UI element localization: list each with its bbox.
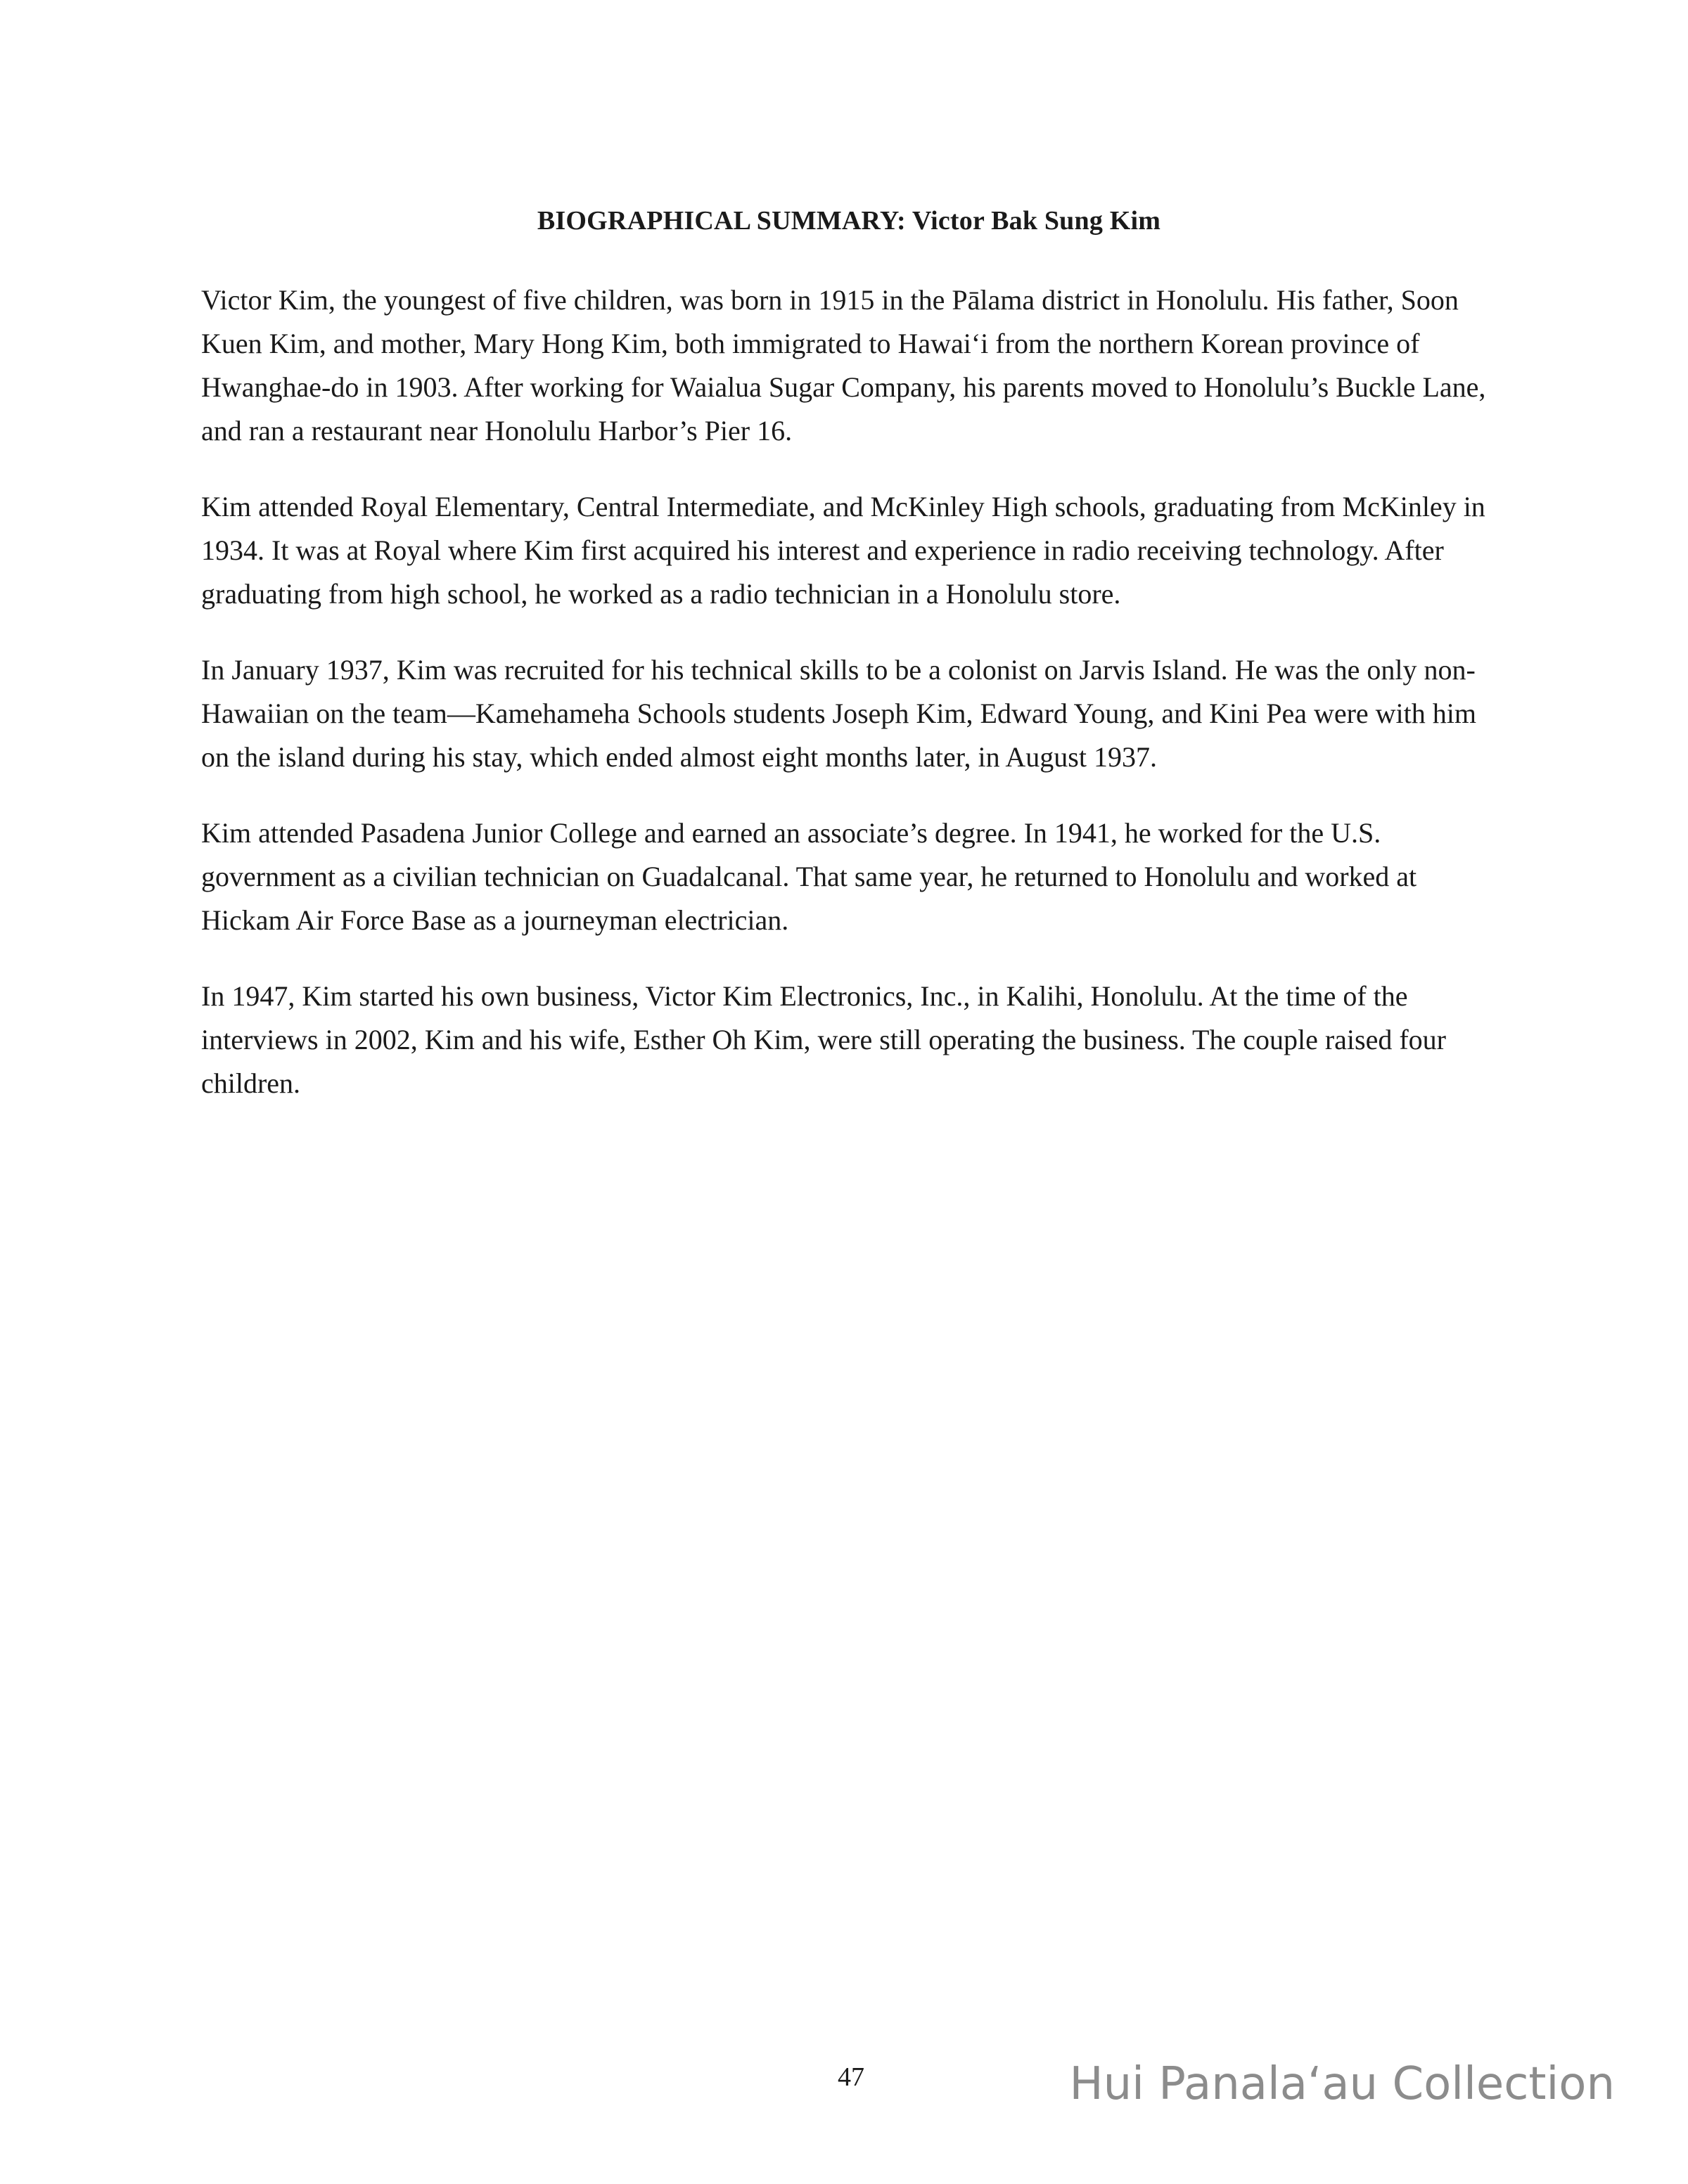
document-body xyxy=(201,278,1497,1138)
collection-watermark: Hui Panala‘au Collection xyxy=(1069,2058,1615,2110)
paragraph-jarvis-island: In January 1937, Kim was recruited for his technical skills to be a colonist on Jarvis Island. He was the only non-Hawaiian on the team—Kamehameha Schools students Joseph Kim, Edward Young, and Kini Pea were with him on the island during his stay, which ended almost eight months later, in August 1937. xyxy=(201,654,1477,773)
paragraph-business: In 1947, Kim started his own business, Victor Kim Electronics, Inc., in Kalihi, Honolulu. At the time of the interviews in 2002, Kim and his wife, Esther Oh Kim, were still operating the business. The couple raised four children. xyxy=(201,980,1446,1099)
page-number: 47 xyxy=(838,2062,864,2092)
document-title: BIOGRAPHICAL SUMMARY: Victor Bak Sung Kim xyxy=(537,206,1161,236)
paragraph-early-life: Victor Kim, the youngest of five children, was born in 1915 in the Pālama district in Honolulu. His father, Soon Kuen Kim, and mother, Mary Hong Kim, both immigrated to Hawai‘i from the northern Korean province of Hwanghae-do in 1903. After working for Waialua Sugar Company, his parents moved to Honolulu’s Buckle Lane, and ran a restaurant near Honolulu Harbor’s Pier 16. xyxy=(201,284,1486,447)
paragraph-college-career: Kim attended Pasadena Junior College and earned an associate’s degree. In 1941, he worked for the U.S. government as a civilian technician on Guadalcanal. That same year, he returned to Honolulu and worked at Hickam Air Force Base as a journeyman electrician. xyxy=(201,817,1417,936)
paragraph-education: Kim attended Royal Elementary, Central Intermediate, and McKinley High schools, graduating from McKinley in 1934. It was at Royal where Kim first acquired his interest and experience in radio receiving technology. After graduating from high school, he worked as a radio technician in a Honolulu store. xyxy=(201,491,1485,610)
